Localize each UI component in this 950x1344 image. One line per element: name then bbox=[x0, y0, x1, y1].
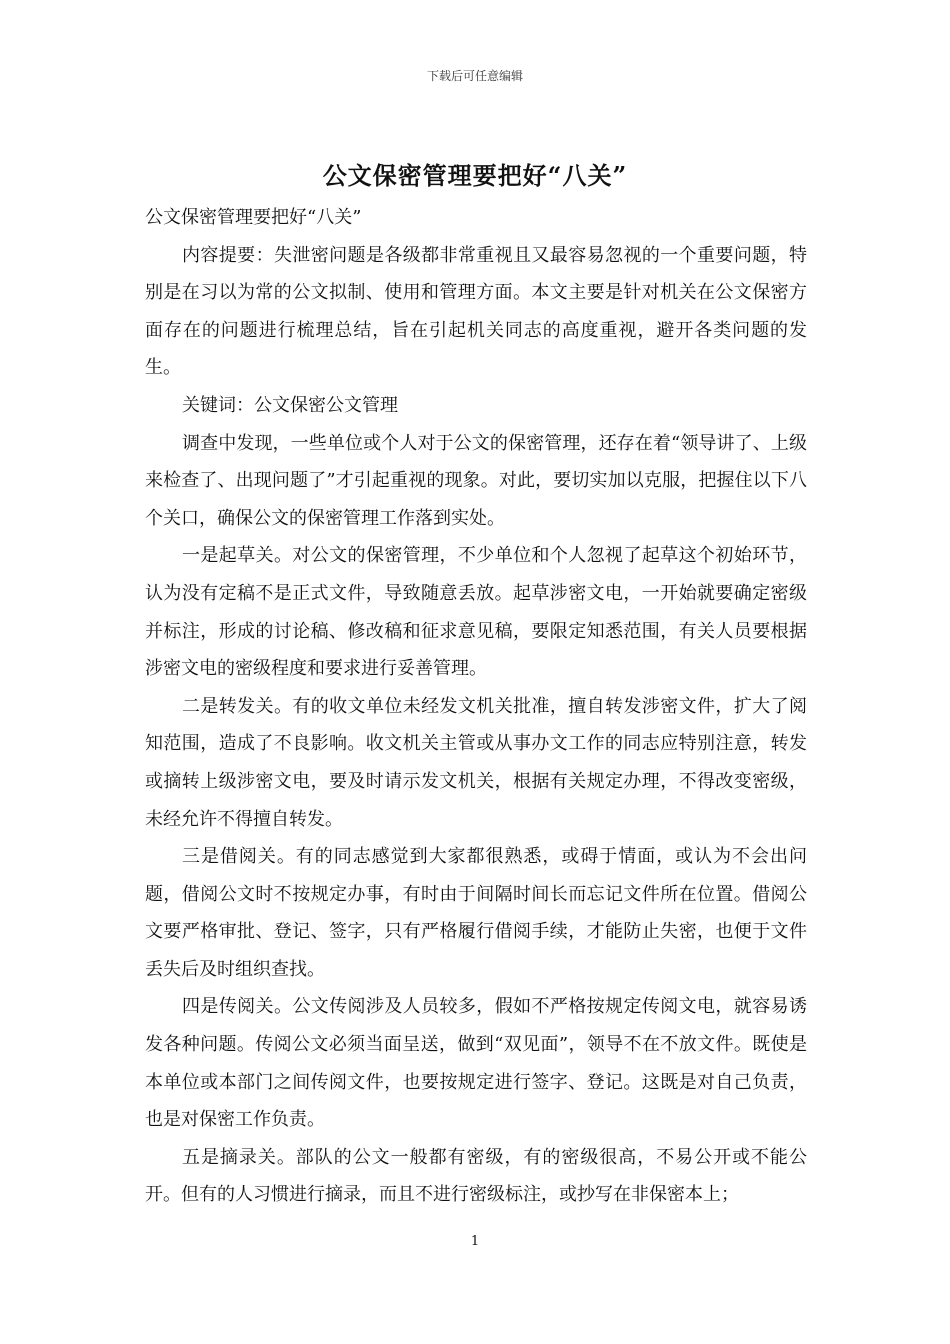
document-body bbox=[145, 199, 807, 1214]
paragraph-circulation: 四是传阅关。公文传阅涉及人员较多，假如不严格按规定传阅文电，就容易诱发各种问题。传阅公文必须当面呈送，做到“双见面”，领导不在不放文件。既使是本单位或本部门之间传阅文件，也要按规定进行签字、登记。这既是对自己负责，也是对保密工作负责。 bbox=[145, 996, 807, 1131]
paragraph-excerpting: 五是摘录关。部队的公文一般都有密级，有的密级很高，不易公开或不能公开。但有的人习惯进行摘录，而且不进行密级标注，或抄写在非保密本上； bbox=[145, 1146, 807, 1206]
page-header-note: 下载后可任意编辑 bbox=[426, 69, 523, 83]
page-number: 1 bbox=[470, 1234, 480, 1249]
paragraph-drafting: 一是起草关。对公文的保密管理，不少单位和个人忽视了起草这个初始环节，认为没有定稿不是正式文件，导致随意丢放。起草涉密文电，一开始就要确定密级并标注，形成的讨论稿、修改稿和征求意见稿，要限定知悉范围，有关人员要根据涉密文电的密级程度和要求进行妥善管理。 bbox=[145, 545, 807, 680]
paragraph-abstract: 内容提要：失泄密问题是各级都非常重视且又最容易忽视的一个重要问题，特别是在习以为常的公文拟制、使用和管理方面。本文主要是针对机关在公文保密方面存在的问题进行梳理总结，旨在引起机关同志的高度重视，避开各类问题的发生。 bbox=[145, 244, 807, 379]
document-subtitle: 公文保密管理要把好“八关” bbox=[145, 207, 362, 228]
paragraph-keywords: 关键词：公文保密公文管理 bbox=[182, 394, 398, 416]
paragraph-borrowing: 三是借阅关。有的同志感觉到大家都很熟悉，或碍于情面，或认为不会出问题，借阅公文时不按规定办事，有时由于间隔时间长而忘记文件所在位置。借阅公文要严格审批、登记、签字，只有严格履行借阅手续，才能防止失密，也便于文件丢失后及时组织查找。 bbox=[145, 846, 807, 980]
paragraph-intro: 调查中发现，一些单位或个人对于公文的保密管理，还存在着“领导讲了、上级来检查了、出现问题了”才引起重视的现象。对此，要切实加以克服，把握住以下八个关口，确保公文的保密管理工作落到实处。 bbox=[145, 432, 807, 529]
paragraph-forwarding: 二是转发关。有的收文单位未经发文机关批准，擅自转发涉密文件，扩大了阅知范围，造成了不良影响。收文机关主管或从事办文工作的同志应特别注意，转发或摘转上级涉密文电，要及时请示发文机关，根据有关规定办理，不得改变密级，未经允许不得擅自转发。 bbox=[145, 695, 807, 830]
document-title: 公文保密管理要把好“八关” bbox=[322, 161, 628, 190]
